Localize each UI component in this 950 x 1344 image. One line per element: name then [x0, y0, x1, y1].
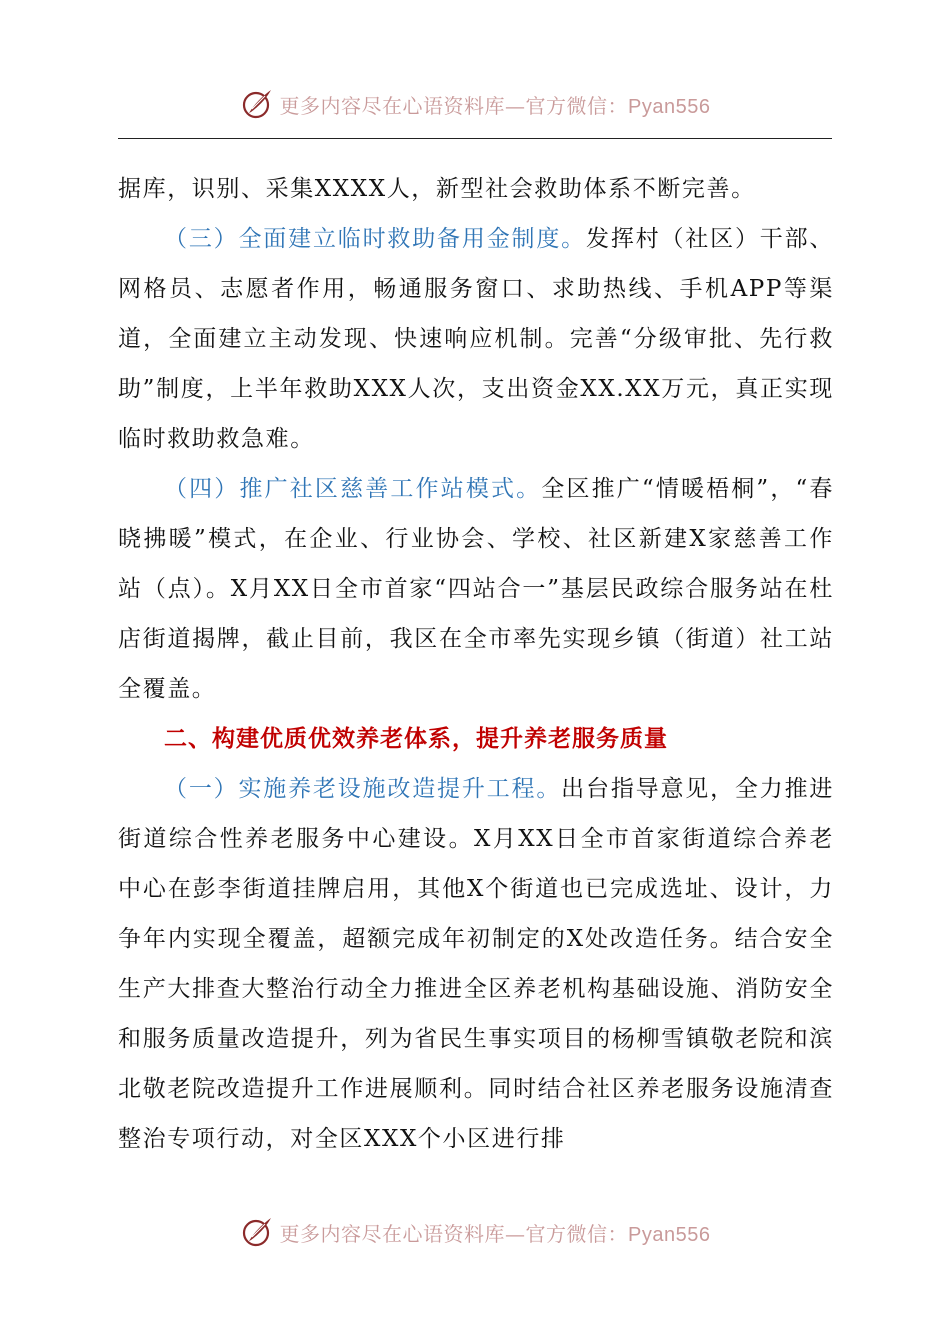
paragraph-text: 全区推广“情暖梧桐”，“春晓拂暖”模式，在企业、行业协会、学校、社区新建X家慈善工作站（点）。X月XX日全市首家“四站合一”基层民政综合服务站在杜店街道揭牌，截止目前，我区在全市率先实现乡镇（街道）社工站全覆盖。	[118, 476, 835, 702]
footer-banner-text: 更多内容尽在心语资料库—官方微信：Pyan556	[279, 1221, 711, 1246]
header-banner	[0, 84, 950, 124]
quill-logo-icon	[240, 1215, 274, 1249]
paragraph-text: 出台指导意见，全力推进街道综合性养老服务中心建设。X月XX日全市首家街道综合养老中心在彭李街道挂牌启用，其他X个街道也已完成选址、设计，力争年内实现全覆盖，超额完成年初制定的X处改造任务。结合安全生产大排查大整治行动全力推进全区养老机构基础设施、消防安全和服务质量改造提升，列为省民生事实项目的杨柳雪镇敬老院和滨北敬老院改造提升工作进展顺利。同时结合社区养老服务设施清查整治专项行动，对全区XXX个小区进行排	[118, 776, 834, 1152]
footer-wechat-id: Pyan556	[628, 1223, 711, 1246]
document-body	[118, 164, 834, 1164]
subheading-1: （一）实施养老设施改造提升工程。	[164, 776, 562, 802]
paragraph-text: 发挥村（社区）干部、网格员、志愿者作用，畅通服务窗口、求助热线、手机APP等渠道，全面建立主动发现、快速响应机制。完善“分级审批、先行救助”制度，上半年救助XXX人次，支出资金XX.XX万元，真正实现临时救助救急难。	[118, 226, 835, 452]
paragraph-charity-station	[118, 464, 834, 714]
header-wechat-id: Pyan556	[628, 95, 711, 118]
quill-logo-icon	[240, 87, 274, 121]
section-heading-2: 二、构建优质优效养老体系，提升养老服务质量	[164, 726, 668, 752]
subheading-4: （四）推广社区慈善工作站模式。	[164, 476, 542, 502]
header-banner-text: 更多内容尽在心语资料库—官方微信：Pyan556	[279, 93, 711, 118]
subheading-3: （三）全面建立临时救助备用金制度。	[164, 226, 586, 252]
paragraph-temporary-relief	[118, 214, 834, 464]
paragraph-continued: 据库，识别、采集XXXX人，新型社会救助体系不断完善。	[118, 176, 756, 202]
header-divider	[118, 138, 832, 139]
footer-banner	[0, 1212, 950, 1252]
paragraph-elderly-facilities	[118, 764, 834, 1164]
